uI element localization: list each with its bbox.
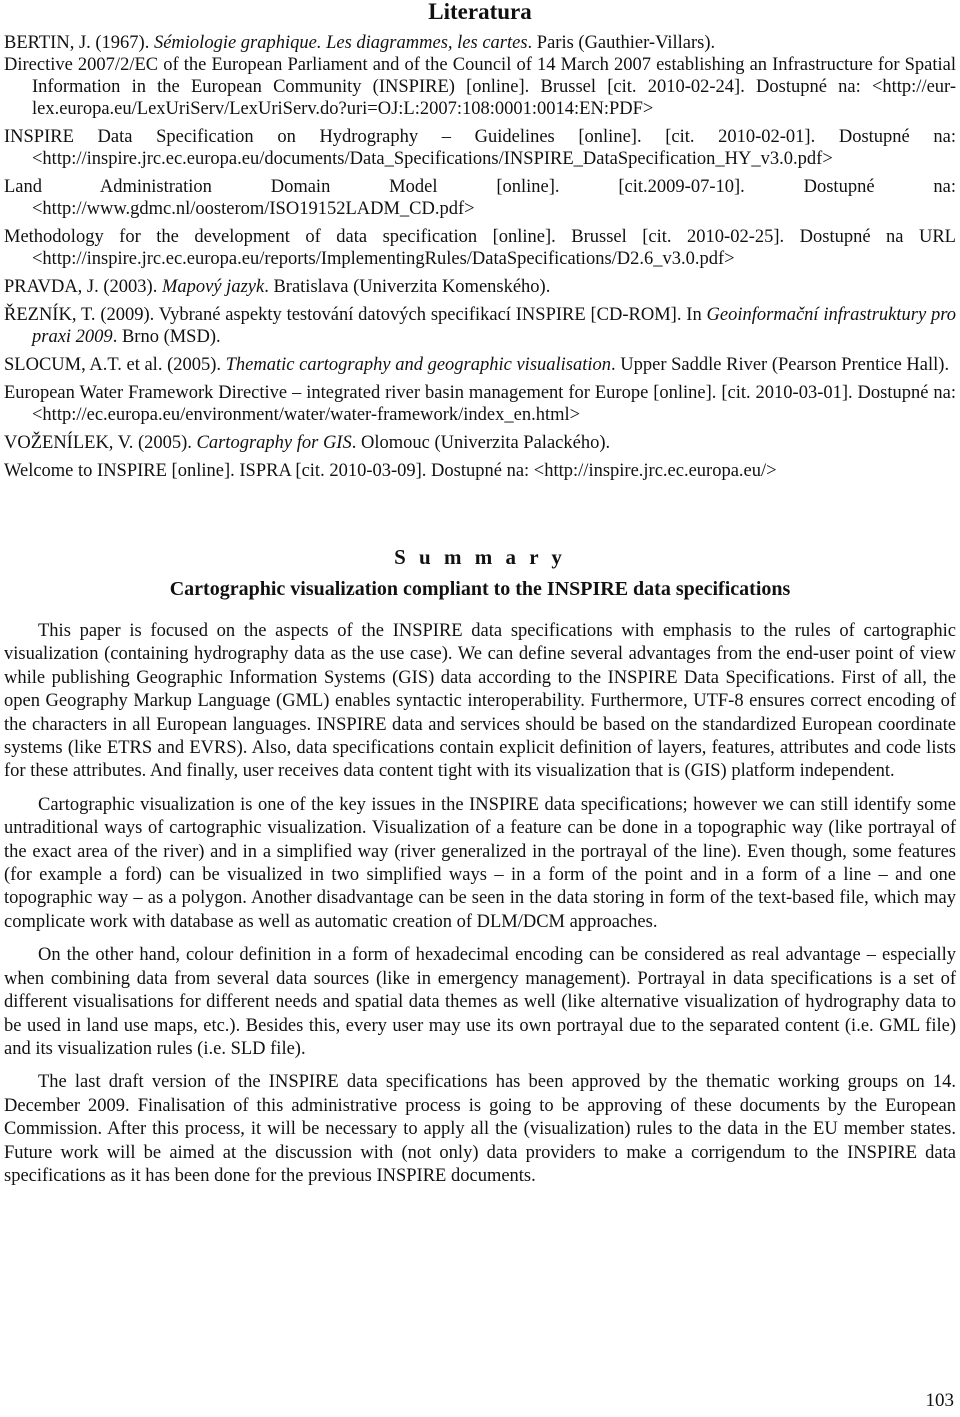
reference-title-italic: Cartography for GIS [196,433,352,453]
reference-entry [4,276,956,298]
summary-subtitle: Cartographic visualization compliant to the INSPIRE data specifications [169,578,791,600]
summary-paragraph: The last draft version of the INSPIRE data specifications has been approved by the thematic working groups on 14. December 2009. Finalisation of this administrative process is going to be approving of these documents by the European Commission. After this process, it will be necessary to apply all the (visualization) rules to the data in the EU member states. Future work will be aimed at the discussion with (not only) data providers to make a corrigendum to the INSPIRE data specifications as it has been done for the previous INSPIRE documents. [4,1072,956,1186]
page-number: 103 [925,1390,954,1411]
reference-text: Land Administration Domain Model [online]. [cit.2009-07-10]. Dostupné na: <http://www.gdmc.nl/oosterom/ISO19152LADM_CD.pdf> [4,177,956,219]
reference-title-italic: Sémiologie graphique. Les diagrammes, les cartes [153,33,528,53]
reference-entry [4,226,956,270]
reference-text: . Paris (Gauthier-Villars). [527,33,716,53]
summary-body [4,620,956,1198]
summary-paragraph: On the other hand, colour definition in a form of hexadecimal encoding can be considered as real advantage – especially when combining data from several data sources (like in emergency management). Portrayal in data specifications is a set of different visualisations for different needs and spatial data themes as well (like alternative visualization of hydrography data to be used in land use maps, etc.). Besides this, every user may use its own portrayal due to the separated content (i.e. GML file) and its visualization rules (i.e. SLD file). [4,945,956,1059]
reference-text: . Olomouc (Univerzita Palackého). [351,433,611,453]
reference-entry [4,176,956,220]
reference-entry [4,126,956,170]
reference-text: Directive 2007/2/EC of the European Parliament and of the Council of 14 March 2007 establishing an Infrastructure for Spatial Information in the European Community (INSPIRE) [online]. Brussel [cit. 2010-02-24]. Dostupné na: <http://eur-lex.europa.eu/LexUriServ/LexUriServ.do?uri=OJ:L:2007:108:0001:0014:EN:PDF> [4,55,956,119]
reference-text: PRAVDA, J. (2003). [4,277,162,297]
reference-entry [4,382,956,426]
reference-text: ŘEZNÍK, T. (2009). Vybrané aspekty testování datových specifikací INSPIRE [CD-ROM]. In [4,305,707,325]
reference-text: SLOCUM, A.T. et al. (2005). [4,355,226,375]
reference-title-italic: Thematic cartography and geographic visualisation [225,355,612,375]
reference-text: . Brno (MSD). [112,327,221,347]
reference-text: Welcome to INSPIRE [online]. ISPRA [cit. 2010-03-09]. Dostupné na: <http://inspire.jrc.ec.europa.eu/> [4,461,777,481]
reference-entry [4,54,956,120]
reference-entry [4,354,956,376]
references-heading: Literatura [428,0,532,24]
reference-entry [4,460,956,482]
reference-text: BERTIN, J. (1967). [4,33,154,53]
reference-list [4,32,956,488]
reference-text: Methodology for the development of data specification [online]. Brussel [cit. 2010-02-25]. Dostupné na URL <http://inspire.jrc.ec.europa.eu/reports/ImplementingRules/DataSpecifications/D2.6_v3.0.pdf> [4,227,956,269]
reference-text: . Bratislava (Univerzita Komenského). [264,277,551,297]
reference-text: European Water Framework Directive – integrated river basin management for Europe [online]. [cit. 2010-03-01]. Dostupné na: <http://ec.europa.eu/environment/water/water-framework/index_en.html> [4,383,956,425]
reference-title-italic: Mapový jazyk [161,277,265,297]
reference-text: INSPIRE Data Specification on Hydrography – Guidelines [online]. [cit. 2010-02-01]. Dostupné na: <http://inspire.jrc.ec.europa.eu/documents/Data_Specifications/INSPIRE_DataSpecification_HY_v3.0.pdf> [4,127,956,169]
summary-paragraph: This paper is focused on the aspects of the INSPIRE data specifications with emphasis to the rules of cartographic visualization (containing hydrography data as the use case). We can define several advantages from the end-user point of view while publishing Geographic Information Systems (GIS) data according to the INSPIRE Data Specifications. First of all, the open Geography Markup Language (GML) enables syntactic interoperability. Furthermore, UTF-8 ensures correct encoding of the characters in all European languages. INSPIRE data and services should be based on the standardized European coordinate systems (like ETRS and EVRS). Also, data specifications contain explicit definition of layers, features, attributes and code lists for these attributes. And finally, user receives data content tight with its visualization that is (GIS) platform independent. [4,621,956,782]
reference-text: . Upper Saddle River (Pearson Prentice Hall). [611,355,950,375]
reference-text: VOŽENÍLEK, V. (2005). [4,433,197,453]
summary-title: S u m m a r y [394,545,566,569]
reference-entry [4,32,956,54]
reference-entry [4,304,956,348]
summary-paragraph: Cartographic visualization is one of the key issues in the INSPIRE data specifications; however we can still identify some untraditional ways of cartographic visualization. Visualization of a feature can be done in a topographic way (like portrayal of the exact area of the river) and in a simplified way (river generalized in the portrayal of the line). Even though, some features (for example a ford) can be visualized in two simplified ways – in a form of the point and in a form of a line – and one topographic way – as a polygon. Another disadvantage can be seen in the data storing in form of the text-based file, which may complicate work with database as well as automatic creation of DLM/DCM approaches. [4,794,956,932]
reference-entry [4,432,956,454]
reference-title-italic: Geoinformační infrastruktury pro praxi 2009 [32,305,956,347]
